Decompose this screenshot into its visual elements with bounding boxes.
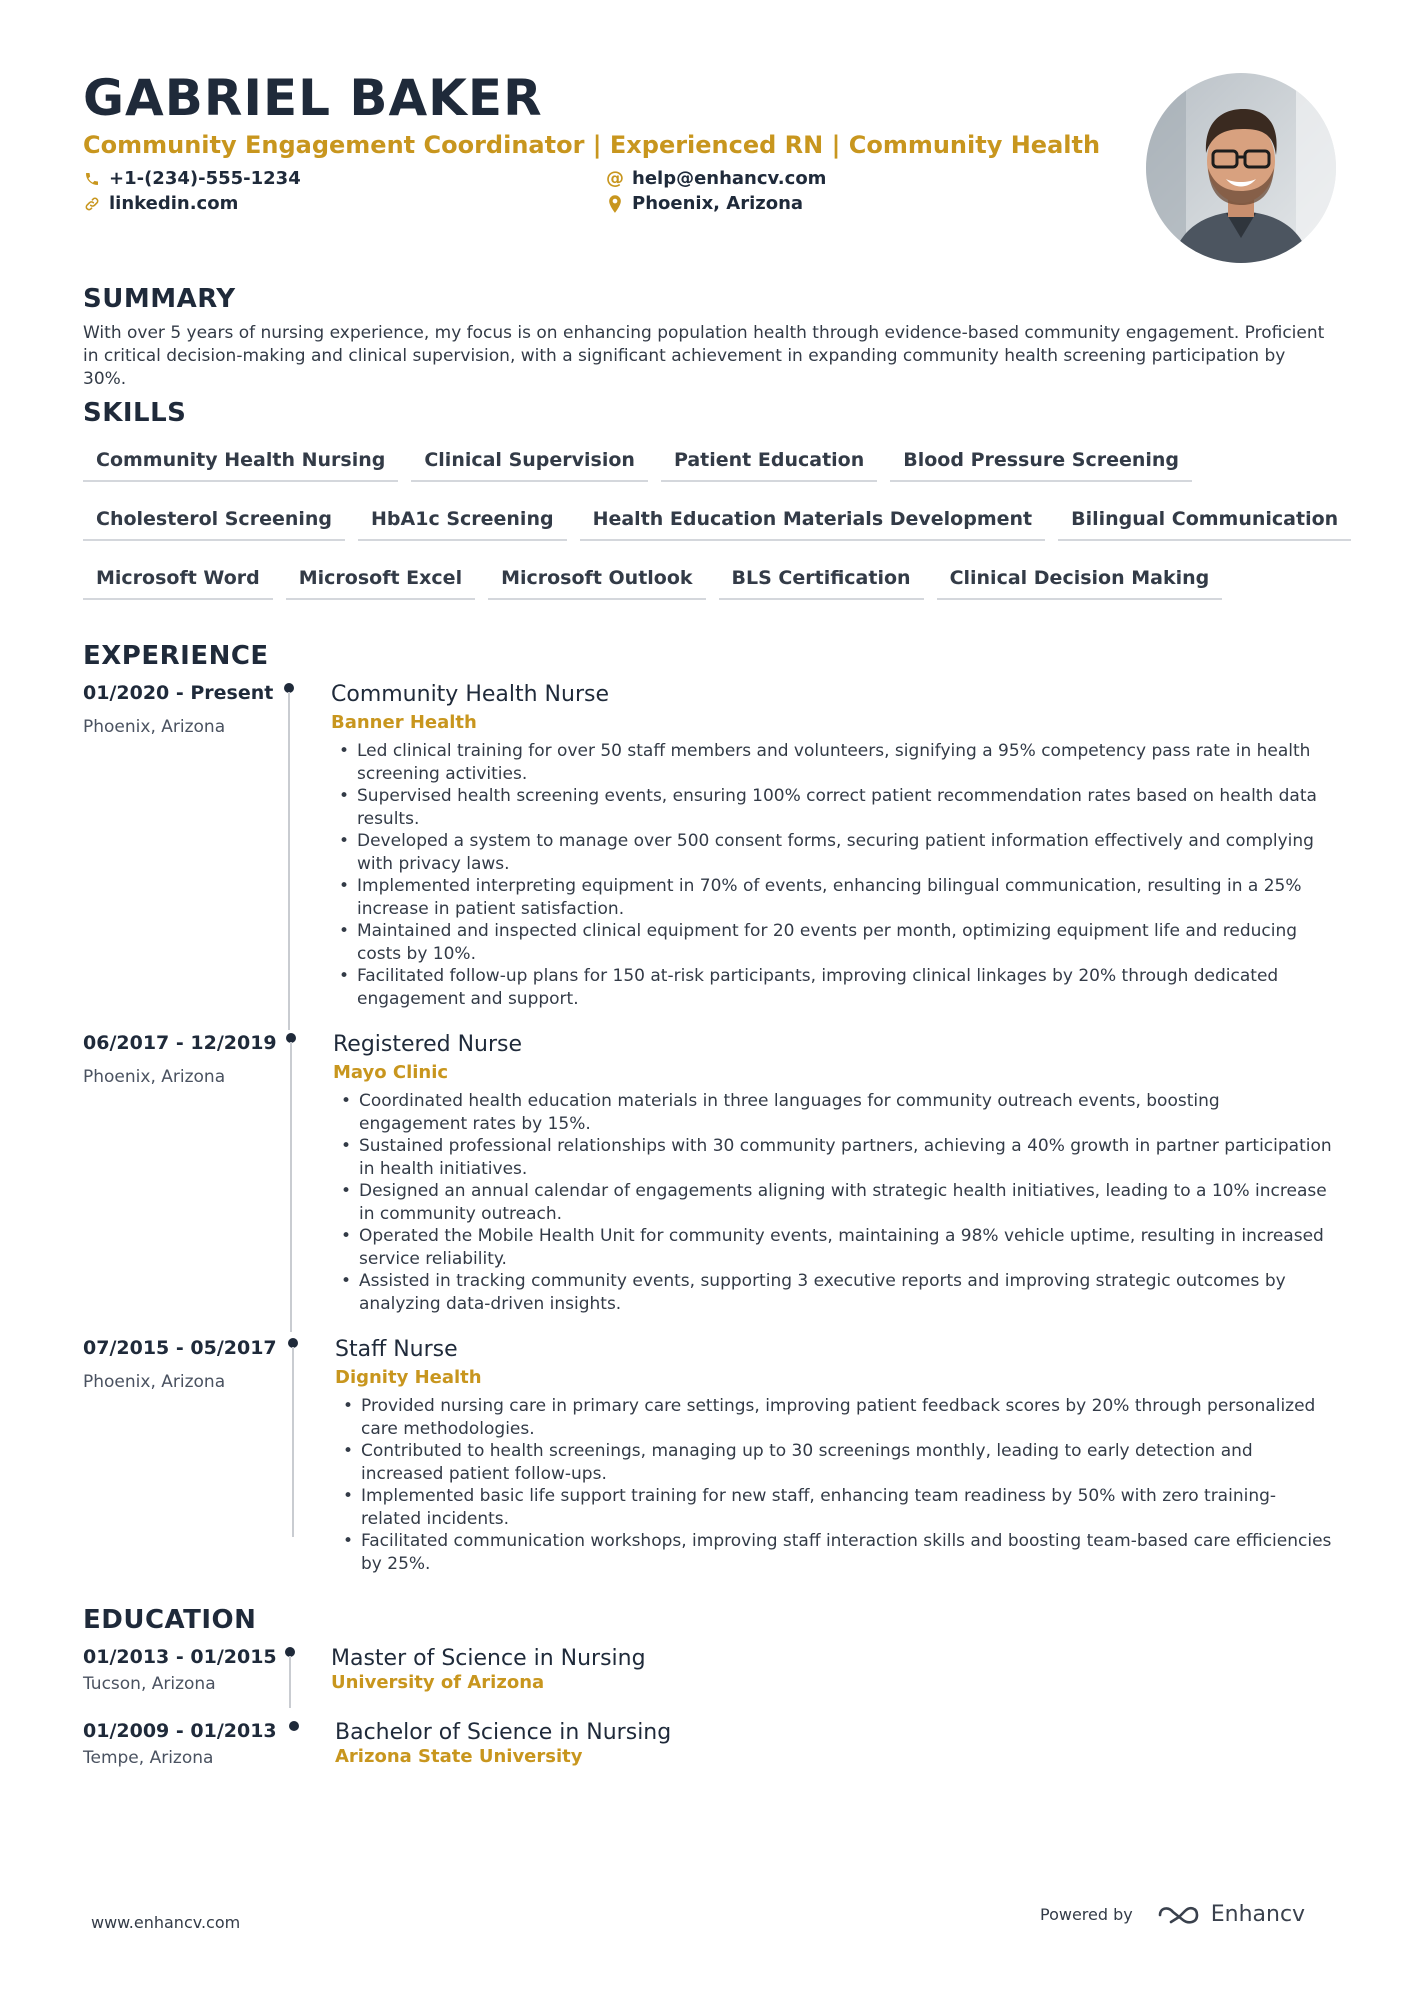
skill-tag: Microsoft Word	[83, 558, 273, 600]
entry-content	[335, 1335, 1335, 1575]
experience-heading: EXPERIENCE	[83, 641, 269, 671]
skill-tag: Bilingual Communication	[1058, 499, 1351, 541]
linkedin-text: linkedin.com	[109, 193, 239, 214]
skill-tag: HbA1c Screening	[358, 499, 567, 541]
entry-location: Phoenix, Arizona	[83, 1372, 226, 1392]
company-name: Dignity Health	[335, 1367, 482, 1388]
skill-tag: Microsoft Excel	[286, 558, 475, 600]
location-pin-icon	[606, 195, 624, 213]
link-icon	[83, 195, 101, 213]
skill-tag: Microsoft Outlook	[488, 558, 705, 600]
list-item: • Maintained and inspected clinical equipment for 20 events per month, optimizing equipment life and reducing costs by 10%.	[331, 920, 1331, 965]
contact-linkedin[interactable]	[83, 191, 238, 216]
list-item: • Provided nursing care in primary care settings, improving patient feedback scores by 20% through personalized care methodologies.	[335, 1395, 1335, 1440]
timeline-line	[292, 1347, 294, 1537]
list-item: • Coordinated health education materials in three languages for community outreach events, boosting engagement rates by 15%.	[333, 1090, 1333, 1135]
company-name: Banner Health	[331, 712, 477, 733]
skill-tag: Blood Pressure Screening	[890, 440, 1192, 482]
list-item: • Sustained professional relationships with 30 community partners, achieving a 40% growth in partner participation in health initiatives.	[333, 1135, 1333, 1180]
school-name: Arizona State University	[335, 1746, 583, 1767]
list-item: • Supervised health screening events, ensuring 100% correct patient recommendation rates based on health data results.	[331, 785, 1331, 830]
brand-logo[interactable]	[1157, 1902, 1305, 1927]
achievement-list	[333, 1090, 1333, 1315]
entry-content	[331, 680, 1331, 1010]
email-text: help@enhancv.com	[632, 168, 827, 189]
location-text: Phoenix, Arizona	[632, 193, 804, 214]
entry-date: 01/2020 - Present	[83, 682, 274, 704]
profile-photo	[1146, 73, 1336, 263]
skill-tag: Clinical Decision Making	[937, 558, 1223, 600]
list-item: • Facilitated communication workshops, improving staff interaction skills and boosting team-based care efficiencies by 25%.	[335, 1530, 1335, 1575]
entry-content	[331, 1644, 1331, 1696]
entry-content	[333, 1030, 1333, 1315]
list-item: • Led clinical training for over 50 staff members and volunteers, signifying a 95% competency pass rate in health screening activities.	[331, 740, 1331, 785]
candidate-headline: Community Engagement Coordinator | Experienced RN | Community Health	[83, 131, 1101, 159]
skills-row	[83, 499, 1343, 558]
entry-location: Phoenix, Arizona	[83, 717, 226, 737]
entry-date: 06/2017 - 12/2019	[83, 1032, 277, 1054]
achievement-list	[331, 740, 1331, 1010]
at-icon: @	[606, 168, 624, 189]
timeline-line	[290, 1042, 292, 1332]
timeline-line	[289, 1656, 291, 1708]
skill-tag: Patient Education	[661, 440, 877, 482]
entry-location: Phoenix, Arizona	[83, 1067, 226, 1087]
enhancv-logo-icon	[1157, 1903, 1203, 1927]
list-item: • Contributed to health screenings, managing up to 30 screenings monthly, leading to early detection and increased patient follow-ups.	[335, 1440, 1335, 1485]
skill-tag: Clinical Supervision	[411, 440, 648, 482]
list-item: • Implemented basic life support training for new staff, enhancing team readiness by 50% with zero training-related incidents.	[335, 1485, 1335, 1530]
job-title: Staff Nurse	[335, 1337, 458, 1362]
list-item: • Facilitated follow-up plans for 150 at-risk participants, improving clinical linkages by 20% through dedicated engagement and support.	[331, 965, 1331, 1010]
degree-title: Bachelor of Science in Nursing	[335, 1720, 672, 1745]
list-item: • Assisted in tracking community events, supporting 3 executive reports and improving strategic outcomes by analyzing data-driven insights.	[333, 1270, 1333, 1315]
list-item: • Designed an annual calendar of engagements aligning with strategic health initiatives, leading to a 10% increase in community outreach.	[333, 1180, 1333, 1225]
candidate-name: GABRIEL BAKER	[83, 69, 543, 127]
skill-tag: BLS Certification	[719, 558, 924, 600]
skills-row	[83, 558, 1343, 617]
phone-icon	[83, 170, 101, 188]
contact-email[interactable]	[606, 166, 826, 191]
education-heading: EDUCATION	[83, 1605, 257, 1635]
skill-tag: Community Health Nursing	[83, 440, 398, 482]
timeline-line	[288, 692, 290, 1030]
skills-heading: SKILLS	[83, 398, 187, 428]
degree-title: Master of Science in Nursing	[331, 1646, 646, 1671]
powered-by-text: Powered by	[1040, 1905, 1133, 1924]
entry-date: 07/2015 - 05/2017	[83, 1337, 277, 1359]
job-title: Community Health Nurse	[331, 682, 609, 707]
achievement-list	[335, 1395, 1335, 1575]
contact-info	[83, 166, 1133, 220]
entry-content	[335, 1718, 1335, 1770]
summary-text: With over 5 years of nursing experience, my focus is on enhancing population health through evidence-based community engagement. Proficient in critical decision-making and clinical supervision, with a significant achievement in expanding community health screening participation by 30%.	[83, 323, 1325, 389]
contact-phone[interactable]	[83, 166, 301, 191]
footer-website[interactable]: www.enhancv.com	[91, 1913, 241, 1932]
resume-header	[83, 70, 1133, 220]
school-name: University of Arizona	[331, 1672, 545, 1693]
timeline-dot	[289, 1721, 299, 1731]
entry-date: 01/2013 - 01/2015	[83, 1646, 277, 1668]
company-name: Mayo Clinic	[333, 1062, 449, 1083]
brand-name: Enhancv	[1210, 1902, 1306, 1927]
skill-tag: Cholesterol Screening	[83, 499, 345, 541]
footer-branding	[1040, 1902, 1305, 1927]
summary-heading: SUMMARY	[83, 284, 236, 314]
skills-list	[83, 440, 1343, 617]
skill-tag: Health Education Materials Development	[580, 499, 1046, 541]
list-item: • Implemented interpreting equipment in 70% of events, enhancing bilingual communication, resulting in a 25% increase in patient satisfaction.	[331, 875, 1331, 920]
list-item: • Operated the Mobile Health Unit for community events, maintaining a 98% vehicle uptime, resulting in increased service reliability.	[333, 1225, 1333, 1270]
entry-location: Tucson, Arizona	[83, 1674, 216, 1694]
job-title: Registered Nurse	[333, 1032, 523, 1057]
list-item: • Developed a system to manage over 500 consent forms, securing patient information effectively and complying with privacy laws.	[331, 830, 1331, 875]
entry-date: 01/2009 - 01/2013	[83, 1720, 277, 1742]
skills-row	[83, 440, 1343, 499]
entry-location: Tempe, Arizona	[83, 1748, 214, 1768]
phone-text: +1-(234)-555-1234	[109, 168, 301, 189]
contact-location	[606, 191, 803, 216]
